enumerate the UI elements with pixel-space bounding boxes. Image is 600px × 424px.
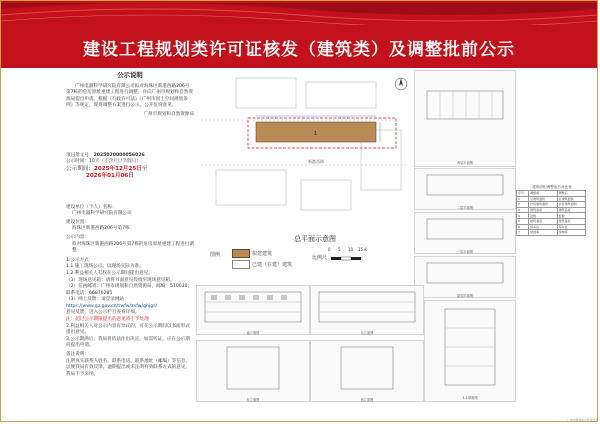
scale-tick: 10 [348, 247, 354, 252]
drawing-caption: 三层平面图 [457, 250, 473, 254]
instructions-intro: 1.公示方式： [66, 257, 94, 263]
table-cell: 建筑基底 [557, 218, 585, 224]
scale-label: 比例尺 [312, 255, 328, 261]
floor-plan-panel-4 [414, 256, 516, 298]
table-cell: 7 [517, 230, 529, 236]
drawing-caption: 屋顶平面图 [457, 294, 473, 298]
period-label: 公示时间： [66, 159, 89, 165]
instruction-item: 2.利益相关人对公示内容有异议的，可在公示期间以书面形式提出意见。 [66, 323, 190, 336]
legend-label: 图例 [210, 252, 221, 258]
legend-item-proposed: 拟建建筑 [252, 251, 273, 257]
table-cell: 绿地率 [557, 230, 585, 236]
scale-tick: 0 [328, 247, 331, 252]
table-cell: 6 [517, 224, 529, 230]
page-title: 建设工程规划类许可证核发（建筑类）及调整批前公示 [83, 40, 515, 60]
applicant-label: 建设单位（个人）名称： [66, 204, 117, 210]
drawing-caption: 西立面图 [360, 398, 374, 402]
elevation-drawing [311, 341, 423, 393]
instruction-item: 联系电话：66870285 [66, 290, 113, 296]
content-value: 拟对海珠区新港西路206号第7栋的危房原址重建工程进行调整 [72, 241, 194, 254]
project-number-value: 2025020000056026 [93, 152, 145, 158]
scale-tick: 5 [338, 247, 341, 252]
legend-item-existing: 已建（在建）建筑 [252, 262, 293, 268]
elevation-panel-north [310, 285, 424, 335]
legend-swatch-existing [232, 260, 250, 269]
area-table-title: 建筑面积调整前后对比表 [532, 185, 572, 189]
floor-plan-drawing [415, 213, 515, 245]
table-cell: 停车位 [557, 224, 585, 230]
instruction-item: （3）网上反馈：请登录网站： [66, 297, 129, 303]
applicant-value: 广州电器科学研究院有限公司 [72, 211, 132, 217]
site-plan-title: 总平面示意图 [294, 235, 336, 243]
table-cell: 4 [517, 213, 529, 219]
section-panel [424, 300, 516, 402]
table-cell: 建筑高度 [529, 207, 557, 213]
floor-plan-drawing [415, 169, 515, 201]
elevation-drawing [197, 341, 309, 393]
site-plan-drawing [196, 70, 416, 235]
applicant-block [66, 205, 194, 255]
table-cell: 建筑高度 [557, 207, 585, 213]
elevation-drawing [197, 286, 309, 326]
table-cell: 3 [517, 207, 529, 213]
drawing-caption: 南立面图 [246, 331, 260, 335]
period-note: 10天（不含元旦节假日） [88, 159, 141, 165]
table-cell: 计容建筑面积 [529, 202, 557, 208]
instruction-item: 1.1 施工现场公示。以现场实际为准。 [66, 264, 144, 270]
project-number-label: 项目批文号： [66, 152, 94, 158]
table-cell: 调整后 [557, 191, 585, 197]
elevation-panel-west [310, 340, 424, 402]
instruction-item: （2）信函邮寄：广州市规划和自然资源局，邮编：510030； [66, 284, 193, 290]
content-label: 公示内容： [66, 234, 89, 240]
building-number: 1 [314, 131, 318, 137]
project-info [66, 153, 194, 181]
road-label: 新港西路 [308, 159, 324, 164]
elevation-drawing [311, 286, 423, 326]
table-cell: 1 [517, 196, 529, 202]
range-end: 2026年01月06日 [86, 173, 134, 180]
instructions-block [66, 258, 194, 379]
instruction-item: 意见反馈，进入公示栏目查看详细。 [66, 310, 140, 316]
header-banner [1, 1, 597, 68]
notice-column [66, 70, 194, 408]
drawing-caption: 北立面图 [360, 331, 374, 335]
table-cell: 总建筑面积 [557, 196, 585, 202]
notes-body: 注明真实联系人姓名、联系电话、联系地址（邮编）等信息，以便我局有效反馈。逾期提出或未注明有效联系方式的意见，我局不予采纳。 [66, 358, 191, 377]
notes-title: 备注说明： [66, 352, 89, 358]
floor-plan-drawing [415, 71, 515, 156]
scale-tick: 15米 [358, 247, 368, 252]
floor-plan-panel-2 [414, 168, 516, 210]
range-start: 2025年12月25日 [93, 165, 142, 172]
table-cell: 调整前 [529, 191, 557, 197]
location-value: 海珠区新港西路206号第7栋 [72, 226, 130, 232]
notice-body: 广州电器科学研究院有限公司拟对海珠区新港西路206号第7栋的危房原址重建工程进行调整，并向广州市规划和自然资源局提出申请。根据《行政许可法》《广州市国土空间规划条例》等规定，现将调整方案进行公示，公开征询意见。 [66, 83, 193, 109]
drawing-caption: 东立面图 [246, 398, 260, 402]
range-end-row [66, 173, 194, 180]
location-label: 建设位置： [66, 219, 89, 225]
floor-plan-panel-3 [414, 212, 516, 254]
corner-note: 广州市规划和自然资源局 [567, 418, 598, 422]
deadline-warning: 注：超过公示期限提出的意见将不予处理 [66, 317, 149, 323]
table-cell: 2 [517, 202, 529, 208]
drawing-caption: 二层平面图 [457, 206, 473, 210]
period-row [66, 159, 194, 166]
elevation-panel-south [196, 285, 310, 335]
area-table [516, 190, 586, 236]
legend-swatch-proposed [232, 249, 250, 258]
instruction-item: 1.2 利益相关人有权在公示期间提出意见。 [66, 270, 153, 276]
notice-heading: 公示说明 [117, 71, 143, 79]
table-cell: 总建筑面积 [529, 196, 557, 202]
site-plan-legend [210, 247, 410, 277]
table-cell: 层数 [557, 213, 585, 219]
table-cell: 停车位 [529, 224, 557, 230]
range-label: 公示期间： [66, 165, 94, 172]
table-cell: 5 [517, 218, 529, 224]
floor-plan-drawing [415, 257, 515, 289]
table-cell: 层数 [529, 213, 557, 219]
drawing-caption: 1-1剖面图 [462, 396, 478, 400]
instruction-link[interactable]: https://www.gz.gov.cn/zwfw/zxfw/ghjgs/ [66, 303, 158, 309]
elevation-panel-east [196, 340, 310, 402]
floor-plan-panel-1 [414, 70, 516, 167]
table-cell: 序号 [517, 191, 529, 197]
area-table-block [516, 185, 588, 236]
ribbon-decoration [1, 1, 597, 25]
drawing-caption: 首层平面图 [457, 161, 473, 165]
notice-issuer: 广州市规划和自然资源局 [143, 111, 194, 117]
table-cell: 建筑基底 [529, 218, 557, 224]
instruction-item: （1）现场意见箱：请将书面意见投放至现场意见箱。 [66, 277, 175, 283]
table-cell: 绿地率 [529, 230, 557, 236]
table-cell: 计容建筑面积 [557, 202, 585, 208]
section-drawing [425, 301, 515, 391]
table-row [517, 230, 586, 236]
range-start-suffix: 至 [141, 165, 148, 172]
instruction-item: 3.公示期满后，我局将依法作出决定。如需听证，应在公示期间提出申请。 [66, 336, 190, 349]
